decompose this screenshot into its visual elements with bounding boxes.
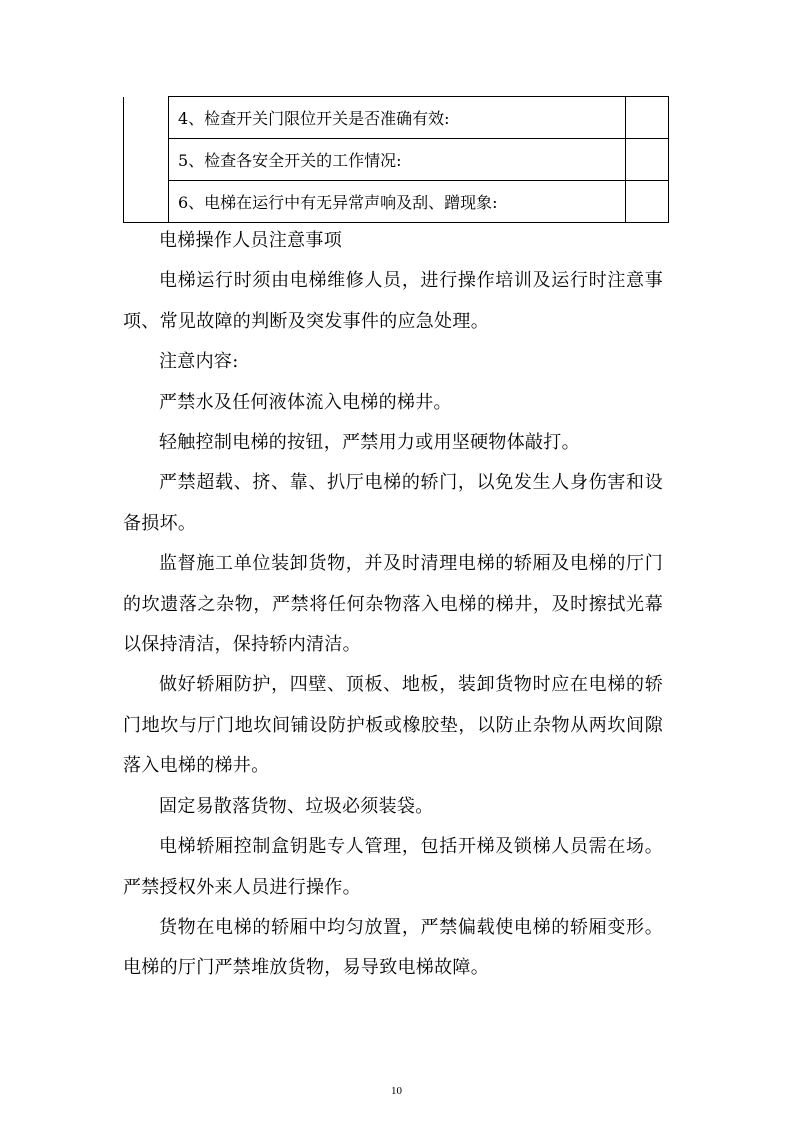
- table-cell-category: [124, 97, 169, 139]
- notice-item: 货物在电梯的轿厢中均匀放置，严禁偏载使电梯的轿厢变形。电梯的厅门严禁堆放货物，易导致电梯故障。: [123, 916, 663, 979]
- section-heading: 电梯操作人员注意事项: [159, 230, 342, 251]
- table-cell-result: [626, 181, 669, 223]
- notice-item: 轻触控制电梯的按钮，严禁用力或用坚硬物体敲打。: [159, 432, 580, 454]
- table-cell-result: [626, 97, 669, 139]
- table-cell-item: 6、电梯在运行中有无异常声响及刮、蹭现象:: [169, 181, 626, 223]
- table-row: [124, 97, 669, 139]
- table-cell-result: [626, 139, 669, 181]
- notice-label: 注意内容:: [159, 351, 239, 373]
- intro-paragraph: 电梯运行时须由电梯维修人员，进行操作培训及运行时注意事项、常见故障的判断及突发事件的应急处理。: [123, 270, 663, 332]
- page-number: 10: [391, 1085, 402, 1097]
- inspection-checklist-table: [123, 96, 669, 223]
- notice-item: 做好轿厢防护，四壁、顶板、地板，装卸货物时应在电梯的轿门地坎与厅门地坎间铺设防护板或橡胶垫，以防止杂物从两坎间隙落入电梯的梯井。: [123, 674, 663, 777]
- table-cell-item: 5、检查各安全开关的工作情况:: [169, 139, 626, 181]
- notice-item: 监督施工单位装卸货物，并及时清理电梯的轿厢及电梯的厅门的坎遗落之杂物，严禁将任何杂物落入电梯的梯井，及时擦拭光幕以保持清洁，保持轿内清洁。: [123, 553, 663, 656]
- notice-item: 固定易散落货物、垃圾必须装袋。: [159, 795, 434, 817]
- table-cell-category: [124, 181, 169, 223]
- body-text: [123, 221, 663, 989]
- table-cell-category: [124, 139, 169, 181]
- notice-item: 严禁水及任何液体流入电梯的梯井。: [159, 391, 452, 413]
- table-row: [124, 139, 669, 181]
- table-cell-item: 4、检查开关门限位开关是否准确有效:: [169, 97, 626, 139]
- notice-item: 严禁超载、挤、靠、扒厅电梯的轿门，以免发生人身伤害和设备损坏。: [123, 472, 663, 534]
- table-row: [124, 181, 669, 223]
- notice-item: 电梯轿厢控制盒钥匙专人管理，包括开梯及锁梯人员需在场。严禁授权外来人员进行操作。: [123, 836, 663, 898]
